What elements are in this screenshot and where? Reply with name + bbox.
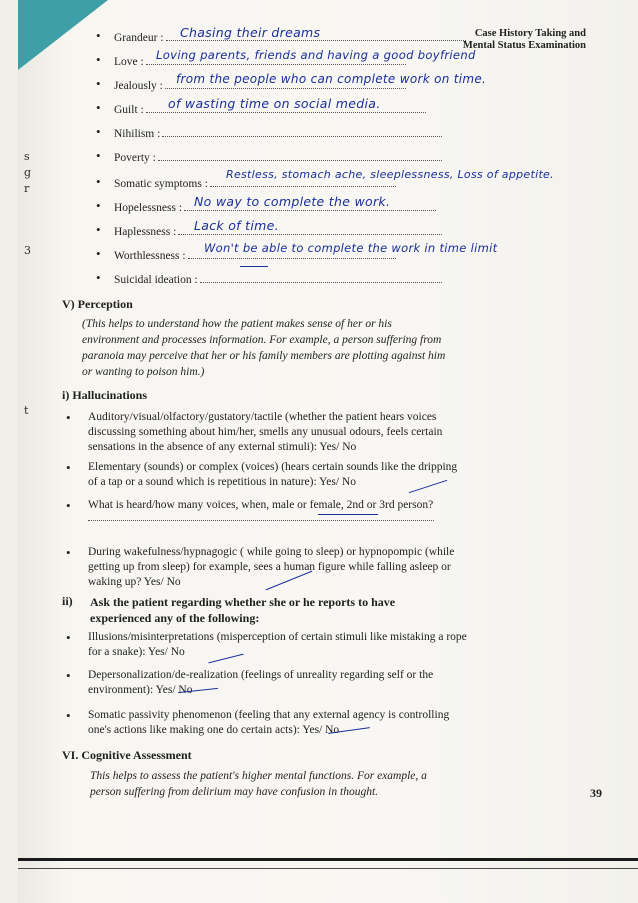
hallucination-item bbox=[66, 498, 468, 513]
dotted-line bbox=[200, 280, 442, 283]
hallucination-item bbox=[66, 460, 468, 490]
subsection-number: ii) bbox=[62, 594, 73, 608]
cognitive-intro: This helps to assess the patient's higher mental functions. For example, a person suffering from delirium may have confusion in thought. bbox=[90, 770, 427, 798]
item-text: Somatic passivity phenomenon (feeling that any external agency is controlling one's actions like making one do certain acts): Yes/ No bbox=[88, 709, 450, 736]
symptom-label: Somatic symptoms : bbox=[114, 178, 208, 190]
dotted-line bbox=[162, 134, 442, 137]
margin-mark: r bbox=[24, 182, 30, 195]
bullet: • bbox=[66, 545, 71, 560]
handwritten-answer: Restless, stomach ache, sleeplessness, Loss of appetite. bbox=[226, 168, 554, 181]
bullet: • bbox=[66, 708, 71, 723]
subsection-heading-hallucinations: i) Hallucinations bbox=[62, 388, 148, 402]
dotted-line bbox=[158, 158, 442, 161]
item-text: What is heard/how many voices, when, male or female, 2nd or 3rd person? bbox=[88, 499, 434, 511]
dotted-line bbox=[210, 184, 396, 187]
dotted-line bbox=[146, 62, 406, 65]
header-line-1: Case History Taking and bbox=[474, 28, 586, 39]
bullet: • bbox=[66, 410, 71, 425]
handwritten-answer: from the people who can complete work on time. bbox=[176, 72, 487, 86]
margin-mark: s bbox=[24, 150, 30, 163]
hallucination-item bbox=[66, 410, 466, 455]
item-text: During wakefulness/hypnagogic ( while going to sleep) or hypnopompic (while getting up from sleep) for example, sees a human figure while falling asleep or waking up? Yes/ No bbox=[88, 546, 455, 588]
bullet: • bbox=[96, 124, 101, 139]
section-heading-perception: V) Perception bbox=[62, 297, 133, 311]
header-line-2: Mental Status Examination bbox=[462, 40, 586, 51]
bullet: • bbox=[96, 148, 101, 163]
bullet: • bbox=[96, 198, 101, 213]
symptom-label: Poverty : bbox=[114, 152, 156, 164]
handwritten-answer: Chasing their dreams bbox=[180, 25, 321, 40]
symptom-label: Guilt : bbox=[114, 104, 144, 116]
item-text: Illusions/misinterpretations (misperception of certain stimuli like mistaking a rope for a snake): Yes/ No bbox=[88, 631, 467, 658]
page-number: 39 bbox=[590, 786, 602, 800]
dotted-line bbox=[165, 86, 406, 89]
experience-item bbox=[66, 668, 472, 698]
bullet: • bbox=[96, 246, 101, 261]
bullet: • bbox=[96, 76, 101, 91]
item-text: Auditory/visual/olfactory/gustatory/tactile (whether the patient hears voices discussing something about him/her, smells any unusual odours, feels certain sensations in the absence of any external stimuli): Yes/ No bbox=[88, 411, 443, 453]
bullet: • bbox=[96, 174, 101, 189]
experience-item bbox=[66, 708, 472, 738]
bullet: • bbox=[96, 270, 101, 285]
teal-tab-corner bbox=[18, 0, 108, 70]
handwritten-answer: No way to complete the work. bbox=[194, 194, 391, 209]
bullet: • bbox=[96, 100, 101, 115]
symptom-row-nihilism bbox=[96, 118, 442, 140]
handwritten-answer: of wasting time on social media. bbox=[168, 96, 381, 111]
item-text: Elementary (sounds) or complex (voices) (hears certain sounds like the dripping of a tap or a sound which is repetitious in nature): Yes/ No bbox=[88, 461, 458, 488]
handwritten-answer: Won't be able to complete the work in time limit bbox=[204, 241, 498, 255]
item-text: Depersonalization/de-realization (feelings of unreality regarding self or the environment): Yes/ No bbox=[88, 669, 434, 696]
bullet: • bbox=[96, 222, 101, 237]
experience-item bbox=[66, 630, 472, 660]
bullet: • bbox=[66, 498, 71, 513]
symptom-label: Grandeur : bbox=[114, 32, 164, 44]
document-page bbox=[18, 0, 638, 903]
symptom-label: Worthlessness : bbox=[114, 250, 186, 262]
handwritten-answer: Loving parents, friends and having a good boyfriend bbox=[156, 48, 476, 62]
margin-mark: g bbox=[24, 166, 32, 179]
bottom-rule bbox=[18, 858, 638, 861]
pen-stroke bbox=[240, 266, 268, 267]
subsection-heading-experiences: Ask the patient regarding whether she or he reports to have experienced any of the following: bbox=[90, 595, 396, 625]
handwritten-answer: Lack of time. bbox=[194, 218, 279, 233]
dotted-line bbox=[88, 520, 434, 521]
running-header bbox=[463, 28, 586, 52]
margin-mark: t bbox=[24, 404, 29, 417]
symptom-row-poverty bbox=[96, 142, 442, 164]
symptom-label: Love : bbox=[114, 56, 144, 68]
teal-tab-strip bbox=[18, 0, 26, 60]
bullet: • bbox=[66, 460, 71, 475]
bullet: • bbox=[96, 52, 101, 67]
section-heading-cognitive: VI. Cognitive Assessment bbox=[62, 748, 192, 762]
bottom-rule-thin bbox=[18, 868, 638, 869]
margin-mark: 3 bbox=[24, 244, 31, 257]
symptom-label: Suicidal ideation : bbox=[114, 274, 198, 286]
symptom-row-suicidal-ideation bbox=[96, 264, 442, 286]
symptom-label: Nihilism : bbox=[114, 128, 161, 140]
bullet: • bbox=[66, 630, 71, 645]
symptom-label: Jealously : bbox=[114, 80, 163, 92]
pen-stroke bbox=[318, 514, 378, 515]
symptom-label: Haplessness : bbox=[114, 226, 177, 238]
bullet: • bbox=[66, 668, 71, 683]
perception-intro: (This helps to understand how the patient makes sense of her or his environment and processes information. For example, a person suffering from paranoia may perceive that her or his family members are plotting against him or wanting to poison him.) bbox=[82, 318, 446, 378]
dotted-line bbox=[188, 256, 396, 259]
bullet: • bbox=[96, 28, 101, 43]
symptom-label: Hopelessness : bbox=[114, 202, 183, 214]
